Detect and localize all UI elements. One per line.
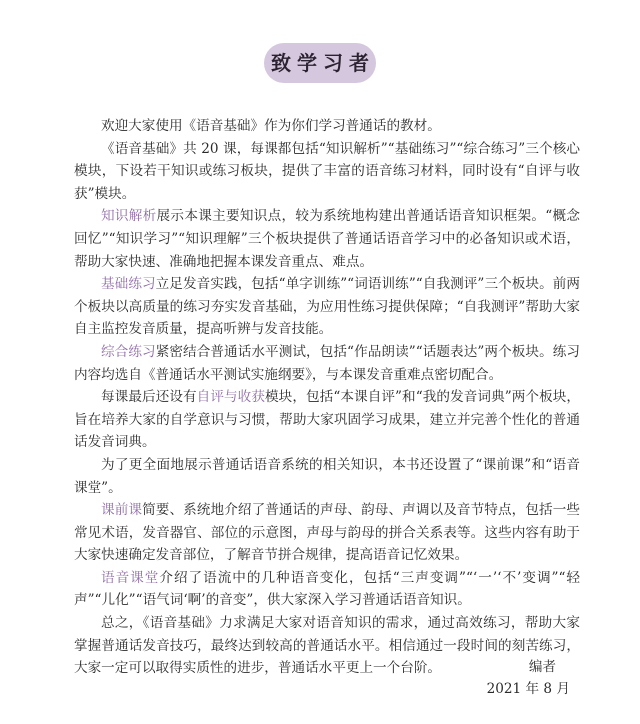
paragraph-comprehensive-practice: [74, 341, 580, 386]
paragraph-text: 总之，《语音基础》力求满足大家对语音知识的需求，通过高效练习，帮助大家掌握普通话发音技巧，最终达到较高的普通话水平。相信通过一段时间的刻苦练习，大家一定可以取得实质性的进步，普通话水平更上一个台阶。: [74, 615, 580, 677]
paragraph-text: 为了更全面地展示普通话语音系统的相关知识，本书还设置了“课前课”和“语音课堂”。: [74, 456, 580, 496]
paragraph-conclusion: [74, 612, 580, 680]
paragraph-text: 展示本课主要知识点，较为系统地构建出普通话语音知识框架。“概念回忆”“知识学习”“知识理解”三个板块提供了普通话语音学习中的必备知识或术语，帮助大家快速、准确地把握本课发音重点、难点。: [74, 208, 581, 270]
paragraph-text: 紧密结合普通话水平测试，包括“作品朗读”“话题表达”两个板块。练习内容均选自《普通话水平测试实施纲要》，与本课发音重难点密切配合。: [74, 343, 581, 383]
paragraph-text: 模块，包括“本课自评”和“我的发音词典”两个板块，旨在培养大家的自学意识与习惯，帮助大家巩固学习成果，建立并完善个性化的普通话发音词典。: [74, 389, 581, 451]
keyword-basic-practice: 基础练习: [101, 276, 156, 293]
keyword-phonetics-class: 语音课堂: [101, 569, 160, 586]
signature-editor: 编者: [528, 659, 556, 675]
paragraph-text: 每课最后还设有: [101, 389, 197, 406]
paragraph-overview: [74, 138, 580, 206]
paragraph-text: 欢迎大家使用《语音基础》作为你们学习普通话的教材。: [101, 118, 441, 134]
keyword-pre-lesson: 课前课: [101, 502, 143, 519]
paragraph-basic-practice: [74, 273, 580, 341]
paragraph-knowledge-analysis: [74, 205, 580, 273]
paragraph-text: 《语音基础》共 20 课，每课都包括“知识解析”“基础练习”“综合练习”三个核心模块，下设若干知识或练习板块，提供了丰富的语音练习材料，同时设有“自评与收获”模块。: [74, 140, 580, 202]
paragraph-phonetics-class: [74, 567, 580, 612]
paragraph-text: 简要、系统地介绍了普通话的声母、韵母、声调以及音节特点，包括一些常见术语，发音器官、部位的示意图，声母与韵母的拼合关系表等。这些内容有助于大家快速确定发音部位，了解音节拼合规律，提高语音记忆效果。: [74, 502, 581, 564]
keyword-comprehensive-practice: 综合练习: [101, 343, 156, 360]
keyword-knowledge-analysis: 知识解析: [101, 208, 157, 225]
preface-body: [74, 115, 580, 680]
signature-date: 2021 年 8 月: [486, 681, 570, 697]
paragraph-welcome: [74, 115, 580, 138]
keyword-self-assessment: 自评与收获: [196, 389, 266, 406]
paragraph-pre-lesson: [74, 499, 580, 567]
paragraph-text: 立足发音实践，包括“单字训练”“词语训练”“自我测评”三个板块。前两个板块以高质量的练习夯实发音基础，为应用性练习提供保障；“自我测评”帮助大家自主监控发音质量，提高听辨与发音技能。: [74, 276, 580, 338]
paragraph-extra-sections: [74, 454, 580, 499]
page-title: 致学习者: [264, 43, 376, 83]
paragraph-text: 介绍了语流中的几种语音变化，包括“三声变调”“‘一’‘不’变调”“轻声”“儿化”“语气词‘啊’的音变”，供大家深入学习普通话语音知识。: [74, 569, 581, 609]
paragraph-self-assessment: [74, 386, 580, 454]
